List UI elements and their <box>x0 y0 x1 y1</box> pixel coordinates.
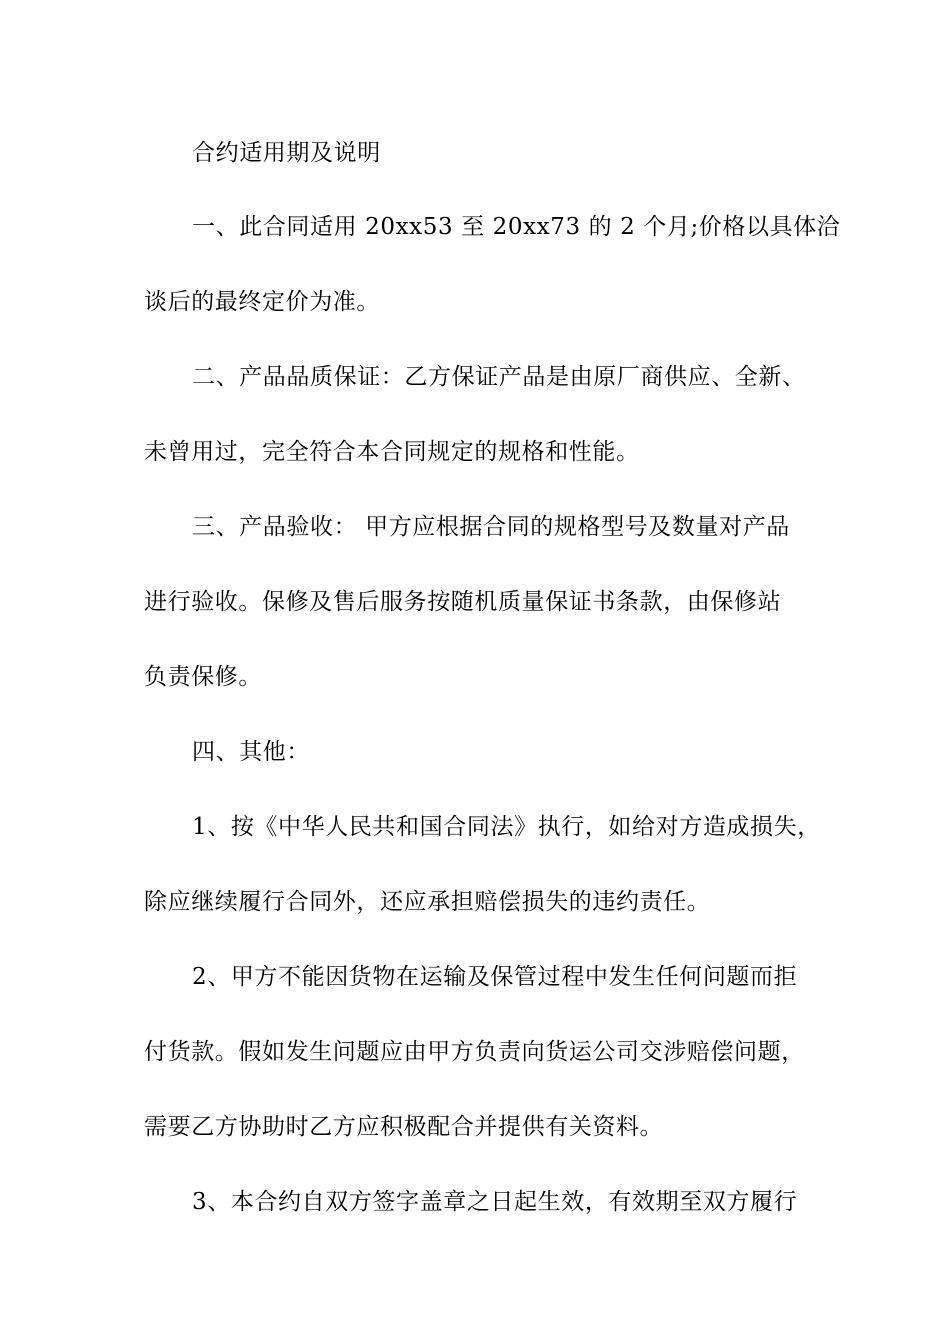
clause-2-line-1: 二、产品品质保证：乙方保证产品是由原厂商供应、全新、 <box>192 364 806 390</box>
item-1-line-1: 1、按《中华人民共和国合同法》执行，如给对方造成损失， <box>192 814 821 840</box>
item-2-line-1: 2、甲方不能因货物在运输及保管过程中发生任何问题而拒 <box>192 964 798 990</box>
item-2-line-3: 需要乙方协助时乙方应积极配合并提供有关资料。 <box>144 1114 664 1140</box>
item-2-line-2: 付货款。假如发生问题应由甲方负责向货运公司交涉赔偿问题， <box>144 1039 805 1065</box>
item-3-line-1: 3、本合约自双方签字盖章之日起生效，有效期至双方履行 <box>192 1189 798 1215</box>
section-title: 合约适用期及说明 <box>192 140 381 166</box>
clause-1-line-1: 一、此合同适用 20xx53 至 20xx73 的 2 个月;价格以具体洽 <box>192 214 841 240</box>
clause-2-line-2: 未曾用过，完全符合本合同规定的规格和性能。 <box>144 439 640 465</box>
clause-3-line-2: 进行验收。保修及售后服务按随机质量保证书条款，由保修站 <box>144 589 782 615</box>
clause-3-line-1: 三、产品验收： 甲方应根据合同的规格型号及数量对产品 <box>192 514 790 540</box>
item-1-line-2: 除应继续履行合同外，还应承担赔偿损失的违约责任。 <box>144 889 711 915</box>
clause-4-heading: 四、其他： <box>192 739 310 765</box>
clause-3-line-3: 负责保修。 <box>144 664 262 690</box>
clause-1-line-2: 谈后的最终定价为准。 <box>144 289 380 315</box>
